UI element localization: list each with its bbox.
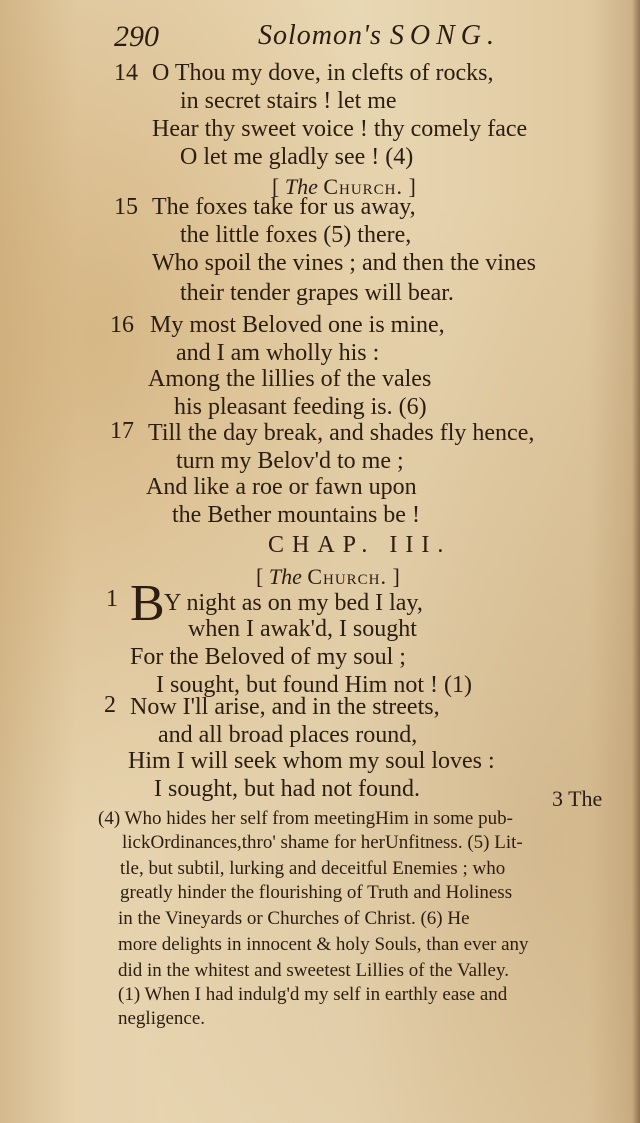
speaker-label [256,564,400,590]
verse-number: 14 [114,60,138,86]
verse-line: Now I'll arise, and in the streets, [130,694,440,720]
verse-line: his pleasant feeding is. (6) [174,394,427,420]
page-header [0,18,640,58]
verse-number: 2 [104,692,116,718]
chapter-heading: CHAP. III. [268,532,452,558]
verse-number: 16 [110,312,134,338]
running-title [258,20,500,52]
footnote-line: more delights in innocent & holy Souls, than ever any [118,934,529,955]
bracket-open: [ [256,564,264,589]
bracket-open: [ [272,174,280,199]
verse-line: Among the lillies of the vales [148,366,432,392]
verse-line: For the Beloved of my soul ; [130,644,406,670]
page-edge-shadow [632,0,640,1123]
drop-cap: B [130,575,165,632]
footnote-line: negligence. [118,1008,206,1029]
page-number: 290 [114,20,159,53]
running-title-italic: Solomon's [258,20,382,51]
footnote-line: tle, but subtil, lurking and deceitful Enemies ; who [120,858,506,879]
verse-line: the little foxes (5) there, [180,222,412,248]
speaker-name: Church. [307,564,388,589]
verse-line: their tender grapes will bear. [180,280,454,306]
verse-line: Hear thy sweet voice ! thy comely face [152,116,528,142]
verse-line: in secret stairs ! let me [180,88,397,114]
verse-line: Who spoil the vines ; and then the vines [152,250,536,276]
footnote-line: in the Vineyards or Churches of Christ. (6) He [118,908,470,929]
verse-line: The foxes take for us away, [152,194,416,220]
verse-line: Him I will seek whom my soul loves : [128,748,495,774]
verse-line: O Thou my dove, in clefts of rocks, [152,60,494,86]
verse-line: I sought, but had not found. [154,776,420,802]
verse-line: O let me gladly see ! (4) [180,144,414,170]
verse-line: I sought, but found Him not ! (1) [156,672,472,698]
verse-number: 15 [114,194,138,220]
verse-line: and I am wholly his : [176,340,380,366]
bracket-close: ] [408,174,416,199]
verse-line: the Bether mountains be ! [172,502,420,528]
speaker-article: The [284,174,318,199]
verse-line: Y night as on my bed I lay, [164,590,423,616]
footnote-line: (1) When I had indulg'd my self in earthly ease and [118,984,508,1005]
bracket-close: ] [392,564,400,589]
verse-line: And like a roe or fawn upon [146,474,417,500]
speaker-name: Church. [323,174,404,199]
verse-number: 17 [110,418,134,444]
catchword: 3 The [552,786,603,811]
footnote-line: (4) Who hides her self from meetingHim in some pub- [98,808,513,829]
footnote-line: did in the whitest and sweetest Lillies of the Valley. [118,960,510,981]
running-title-caps: SONG. [389,20,501,51]
speaker-article: The [268,564,302,589]
verse-line: turn my Belov'd to me ; [176,448,404,474]
verse-number: 1 [106,586,118,612]
verse-line: when I awak'd, I sought [188,616,417,642]
verse-line: Till the day break, and shades fly hence, [148,420,535,446]
verse-line: and all broad places round, [158,722,418,748]
footnote-line: greatly hinder the flourishing of Truth and Holiness [120,882,513,903]
verse-line: My most Beloved one is mine, [150,312,445,338]
footnote-line: lickOrdinances,thro' shame for herUnfitness. (5) Lit- [122,832,523,853]
